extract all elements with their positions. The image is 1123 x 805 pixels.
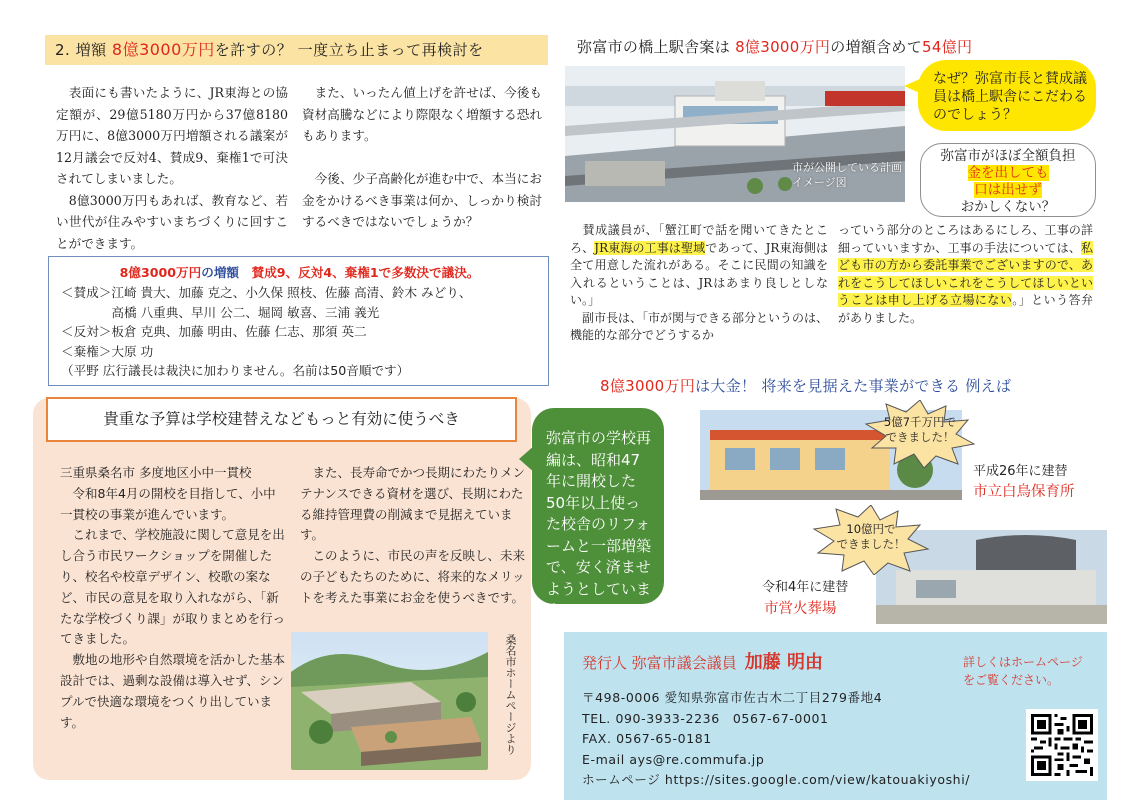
- crematorium-name: 市営火葬場: [764, 601, 837, 617]
- vote-line: ＜反対＞板倉 克典、加藤 明由、佐藤 仁志、那須 英二: [61, 324, 367, 340]
- text-run: であって、JR東海側は全て用意した流れがある。そこに民間の知識を入れるということは、JRはあまり良しとしない。」: [570, 240, 828, 307]
- fax: FAX. 0567-65-0181: [582, 731, 712, 746]
- phone: TEL. 090-3933-2236 0567-67-0001: [582, 710, 829, 726]
- section-amount: 8億3000万円: [111, 40, 215, 59]
- section-pre: 増額: [75, 41, 107, 59]
- section-number: 2.: [55, 41, 71, 59]
- burden-line-highlight: 金を出しても: [967, 165, 1049, 181]
- paragraph: 表面にも書いたように、JR東海との協定額が、29億5180万円から37億8180万円に、8億3000万円増額される議案が12月議会で反対4、賛成9、棄権1で可決されてしまいました。: [56, 85, 288, 186]
- vote-line: ＜棄権＞大原 功: [61, 343, 154, 359]
- station-title: [577, 36, 972, 57]
- station-left-column: [570, 222, 828, 345]
- station-caption: 市が公開している計画イメージ図: [792, 161, 902, 189]
- school-rendering-image: [291, 632, 488, 770]
- vote-line: ＜賛成＞江崎 貴大、加藤 克之、小久保 照枝、佐藤 高清、鈴木 みどり、: [61, 285, 472, 301]
- station-right-column: [838, 222, 1093, 327]
- text-run: 賛成議員が、「蟹江町で話を聞いてきたところ、: [570, 223, 828, 255]
- promo-amount: 8億3000万円: [600, 377, 696, 395]
- text-run: っていう部分のところはあるにしろ、工事の詳細っていいますか、工事の手法については、: [838, 223, 1093, 255]
- crematorium-year: 令和4年に建替: [762, 580, 849, 595]
- vote-result-box: [48, 256, 549, 386]
- article-left-column: [56, 82, 288, 254]
- qr-code-icon[interactable]: [1026, 709, 1098, 781]
- publisher-line: [582, 648, 823, 674]
- paragraph: 敷地の地形や自然環境を活かした基本設計では、過剰な設備は導入せず、シンプルで快適な環境をつくり出しています。: [60, 652, 286, 730]
- burden-line: 弥富市がほぼ全額負担: [940, 148, 1076, 164]
- qr-pattern: [1031, 714, 1093, 776]
- text-run: 。」という答弁がありました。: [838, 293, 1093, 325]
- nursery-cost-label: 5億7千万円で できました！: [883, 415, 957, 444]
- station-amount: 8億3000万円: [735, 38, 831, 56]
- school-heading: 三重県桑名市 多度地区小中一貫校: [60, 465, 252, 480]
- paragraph: また、いったん値上げを許せば、今後も資材高騰などにより際限なく増額する恐れもあります。: [302, 85, 542, 143]
- paragraph: 令和8年4月の開校を目指して、小中一貫校の事業が進んでいます。: [60, 485, 276, 522]
- paragraph: 8億3000万円もあれば、教育など、若い世代が住みやすいまちづくりに回すことができます。: [56, 192, 288, 251]
- alternative-projects-heading: [600, 375, 1011, 396]
- vote-title-rest: 賛成9、反対4、棄権1で多数決で議決。: [251, 265, 480, 280]
- nursery-name: 市立白鳥保育所: [973, 484, 1075, 500]
- publisher-contact: [582, 688, 970, 791]
- vote-line: （平野 広行議長は裁決に加わりません。名前は50音順です）: [61, 363, 410, 379]
- burden-line: おかしくない？: [960, 199, 1056, 215]
- crematorium-cost-label: 10億円で できました！: [836, 522, 906, 551]
- highlighted-text: JR東海の工事は聖域: [594, 240, 706, 255]
- more-info-note: 詳しくはホームページをご覧ください。: [963, 655, 1083, 687]
- vote-title: [61, 263, 538, 282]
- burden-line-highlight: 口は出せず: [974, 182, 1042, 198]
- highlighted-text: 私ども市の方から委託事業でございますので、あれをこうしてほしいこれをこうしてほしいということは申し上げる立場にない: [838, 240, 1093, 307]
- email-link[interactable]: E-mail ays@re.commufa.jp: [582, 751, 765, 767]
- school-reorg-bubble: 弥富市の学校再編は、昭和47年に開校した50年以上使った校舎のリフォームと一部増築で、安く済ませようとしています。: [532, 408, 664, 604]
- question-bubble: なぜ？弥富市長と賛成議員は橋上駅舎にこだわるのでしょう？: [918, 60, 1096, 131]
- image-credit: 桑名市ホームページより: [504, 634, 517, 755]
- vote-line: 高橋 八重典、早川 公二、堀岡 敏喜、三浦 義光: [61, 304, 380, 320]
- vote-amount: 8億3000万円: [119, 265, 202, 280]
- burden-bubble: [920, 143, 1096, 217]
- nursery-year: 平成26年に建替: [973, 464, 1068, 479]
- section-post: を許すの？ 一度立ち止まって再検討を: [214, 41, 484, 59]
- school-left-column: [60, 463, 288, 733]
- vote-title-mid: の増額: [201, 265, 252, 280]
- paragraph: このように、市民の声を反映し、未来の子どもたちのために、将来的なメリットを考えた事業にお金を使うべきです。: [300, 548, 526, 605]
- publisher-label: 発行人 弥富市議会議員: [582, 654, 737, 672]
- budget-heading: 貴重な予算は学校建替えなどもっと有効に使うべき: [46, 397, 517, 442]
- paragraph: また、長寿命でかつ長期にわたりメンテナンスできる資材を選び、長期にわたる維持管理費の削減まで見据えています。: [300, 465, 526, 543]
- homepage-link[interactable]: ホームページ https://sites.google.com/view/katouakiyoshi/: [582, 772, 971, 787]
- spacer-paragraph: [302, 147, 542, 169]
- address: 〒498-0006 愛知県弥富市佐古木二丁目279番地4: [582, 690, 883, 705]
- school-right-column: [300, 463, 525, 609]
- school-rendering-illustration: [291, 632, 488, 770]
- publisher-name: 加藤 明由: [744, 652, 824, 673]
- station-total: 54億円: [922, 38, 973, 56]
- text-run: 副市長は、「市が関与できる部分というのは、機能的な部分でどうするか: [570, 310, 829, 342]
- station-title-pre: 弥富市の橋上駅舎案は: [577, 38, 736, 56]
- paragraph: これまで、学校施設に関して意見を出し合う市民ワークショップを開催したり、校名や校章デザイン、校歌の案など、市民の意見を取り入れながら、「新たな学校づくり課」が取りまとめを行ってきました。: [60, 527, 286, 647]
- promo-rest: は大金！ 将来を見据えた事業ができる 例えば: [695, 377, 1012, 395]
- station-title-mid: の増額含めて: [830, 38, 923, 56]
- section2-header: [45, 35, 548, 65]
- paragraph: 今後、少子高齢化が進む中で、本当にお金をかけるべき事業は何か、しっかり検討するべきではないでしょうか？: [302, 171, 542, 229]
- article-right-column: [302, 82, 542, 233]
